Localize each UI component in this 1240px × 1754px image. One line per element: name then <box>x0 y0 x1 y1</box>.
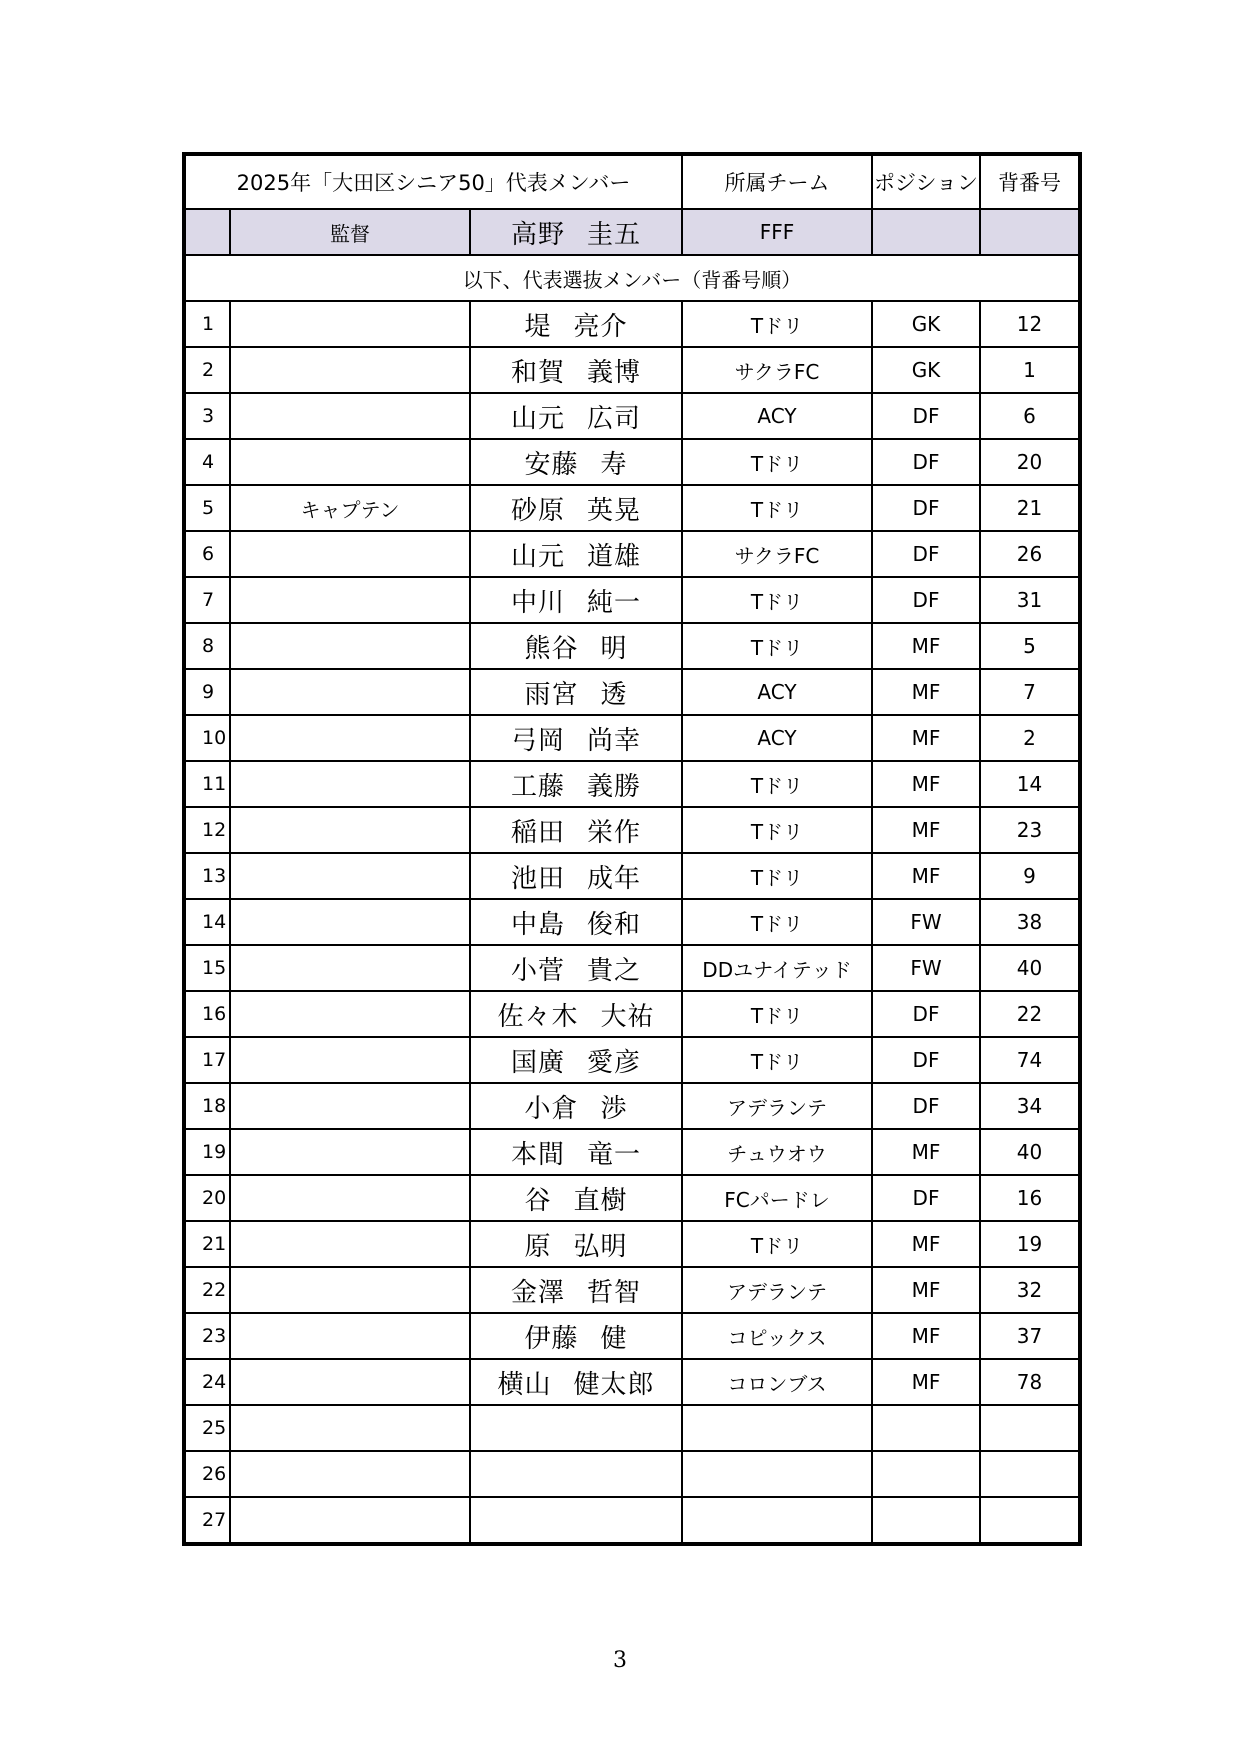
player-row <box>184 899 1080 945</box>
player-team: サクラFC <box>682 347 872 393</box>
player-row <box>184 577 1080 623</box>
player-name <box>470 1129 682 1175</box>
player-number: 32 <box>980 1267 1080 1313</box>
player-name <box>470 991 682 1037</box>
player-index: 15 <box>184 945 230 991</box>
player-name <box>470 715 682 761</box>
player-row <box>184 761 1080 807</box>
player-number: 12 <box>980 301 1080 347</box>
player-number: 40 <box>980 945 1080 991</box>
player-index: 18 <box>184 1083 230 1129</box>
player-number: 34 <box>980 1083 1080 1129</box>
player-note <box>230 301 470 347</box>
player-note <box>230 945 470 991</box>
player-team: サクラFC <box>682 531 872 577</box>
player-name <box>470 347 682 393</box>
player-given-name: 英晃 <box>587 495 642 526</box>
player-team: Tドリ <box>682 761 872 807</box>
player-given-name: 栄作 <box>587 817 642 848</box>
player-name <box>470 1083 682 1129</box>
player-team: Tドリ <box>682 577 872 623</box>
player-note <box>230 715 470 761</box>
player-name <box>470 623 682 669</box>
section-row <box>184 255 1080 301</box>
player-surname: 国廣 <box>510 1047 565 1078</box>
player-row <box>184 1451 1080 1497</box>
player-number: 37 <box>980 1313 1080 1359</box>
player-name <box>470 1175 682 1221</box>
player-position: FW <box>872 945 980 991</box>
player-surname: 原 <box>524 1231 552 1262</box>
player-index: 24 <box>184 1359 230 1405</box>
player-index: 21 <box>184 1221 230 1267</box>
player-given-name: 明 <box>600 633 628 664</box>
player-position: MF <box>872 853 980 899</box>
player-index: 23 <box>184 1313 230 1359</box>
player-team: アデランテ <box>682 1267 872 1313</box>
player-team: Tドリ <box>682 899 872 945</box>
player-surname: 安藤 <box>524 449 579 480</box>
player-index: 3 <box>184 393 230 439</box>
manager-index-cell <box>184 209 230 255</box>
player-note <box>230 1221 470 1267</box>
player-surname: 谷 <box>524 1185 552 1216</box>
player-team: Tドリ <box>682 1221 872 1267</box>
player-note <box>230 853 470 899</box>
manager-given-name: 圭五 <box>587 219 642 250</box>
player-given-name: 大祐 <box>600 1001 655 1032</box>
player-team: Tドリ <box>682 439 872 485</box>
player-index: 20 <box>184 1175 230 1221</box>
player-note <box>230 1267 470 1313</box>
player-given-name: 寿 <box>600 449 628 480</box>
player-surname: 熊谷 <box>524 633 579 664</box>
player-team: DDユナイテッド <box>682 945 872 991</box>
player-index: 8 <box>184 623 230 669</box>
player-number: 2 <box>980 715 1080 761</box>
player-surname: 本間 <box>510 1139 565 1170</box>
player-team: Tドリ <box>682 623 872 669</box>
player-name <box>470 301 682 347</box>
player-row <box>184 485 1080 531</box>
manager-number <box>980 209 1080 255</box>
player-surname: 佐々木 <box>497 1001 579 1032</box>
player-row <box>184 1267 1080 1313</box>
player-surname: 和賀 <box>510 357 565 388</box>
player-position: DF <box>872 1083 980 1129</box>
player-number: 23 <box>980 807 1080 853</box>
player-given-name: 俊和 <box>587 909 642 940</box>
player-row <box>184 945 1080 991</box>
player-index: 12 <box>184 807 230 853</box>
roster-title: 2025年「大田区シニア50」代表メンバー <box>184 154 682 209</box>
player-number: 14 <box>980 761 1080 807</box>
player-row <box>184 623 1080 669</box>
player-index: 6 <box>184 531 230 577</box>
player-surname: 工藤 <box>510 771 565 802</box>
player-row <box>184 347 1080 393</box>
player-number: 38 <box>980 899 1080 945</box>
player-note <box>230 577 470 623</box>
player-given-name: 義勝 <box>587 771 642 802</box>
player-name <box>470 853 682 899</box>
player-row <box>184 1037 1080 1083</box>
manager-surname: 高野 <box>510 219 565 250</box>
player-team: Tドリ <box>682 807 872 853</box>
header-row <box>184 154 1080 209</box>
player-name <box>470 1313 682 1359</box>
player-index: 26 <box>184 1451 230 1497</box>
player-note <box>230 1083 470 1129</box>
player-given-name: 健 <box>600 1323 628 1354</box>
player-team: FCパードレ <box>682 1175 872 1221</box>
player-surname: 金澤 <box>510 1277 565 1308</box>
player-team: コロンブス <box>682 1359 872 1405</box>
player-index: 25 <box>184 1405 230 1451</box>
manager-row <box>184 209 1080 255</box>
player-note: キャプテン <box>230 485 470 531</box>
player-position: MF <box>872 761 980 807</box>
player-given-name: 義博 <box>587 357 642 388</box>
player-number <box>980 1497 1080 1544</box>
player-surname: 横山 <box>497 1369 552 1400</box>
player-given-name: 成年 <box>587 863 642 894</box>
player-position: MF <box>872 669 980 715</box>
player-number: 7 <box>980 669 1080 715</box>
player-name <box>470 945 682 991</box>
manager-position <box>872 209 980 255</box>
player-given-name: 渉 <box>600 1093 628 1124</box>
player-position: DF <box>872 439 980 485</box>
player-position: MF <box>872 1313 980 1359</box>
player-position: MF <box>872 715 980 761</box>
player-given-name: 健太郎 <box>573 1369 655 1400</box>
player-surname: 伊藤 <box>524 1323 579 1354</box>
player-note <box>230 761 470 807</box>
manager-team: FFF <box>682 209 872 255</box>
player-team: Tドリ <box>682 485 872 531</box>
player-given-name: 貴之 <box>587 955 642 986</box>
player-index: 10 <box>184 715 230 761</box>
player-given-name: 道雄 <box>587 541 642 572</box>
player-team <box>682 1451 872 1497</box>
player-number: 78 <box>980 1359 1080 1405</box>
player-surname: 小菅 <box>510 955 565 986</box>
player-number: 26 <box>980 531 1080 577</box>
player-index: 7 <box>184 577 230 623</box>
player-note <box>230 1175 470 1221</box>
player-surname: 雨宮 <box>524 679 579 710</box>
player-row <box>184 1359 1080 1405</box>
player-surname: 堤 <box>524 311 552 342</box>
player-team: ACY <box>682 669 872 715</box>
player-note <box>230 1451 470 1497</box>
player-name <box>470 761 682 807</box>
player-note <box>230 623 470 669</box>
manager-role: 監督 <box>230 209 470 255</box>
player-surname: 池田 <box>510 863 565 894</box>
player-number: 1 <box>980 347 1080 393</box>
player-name <box>470 1405 682 1451</box>
player-position: MF <box>872 623 980 669</box>
player-note <box>230 1497 470 1544</box>
player-team: コピックス <box>682 1313 872 1359</box>
player-position: DF <box>872 577 980 623</box>
player-given-name: 竜一 <box>587 1139 642 1170</box>
player-name <box>470 439 682 485</box>
player-position: DF <box>872 531 980 577</box>
player-number: 31 <box>980 577 1080 623</box>
player-team: チュウオウ <box>682 1129 872 1175</box>
player-position: MF <box>872 807 980 853</box>
player-number: 22 <box>980 991 1080 1037</box>
player-number: 40 <box>980 1129 1080 1175</box>
player-given-name: 直樹 <box>573 1185 628 1216</box>
player-team <box>682 1405 872 1451</box>
player-index: 5 <box>184 485 230 531</box>
player-surname: 中川 <box>510 587 565 618</box>
player-number: 74 <box>980 1037 1080 1083</box>
player-index: 27 <box>184 1497 230 1544</box>
player-note <box>230 1405 470 1451</box>
team-column-header: 所属チーム <box>682 154 872 209</box>
player-index: 14 <box>184 899 230 945</box>
player-index: 16 <box>184 991 230 1037</box>
player-index: 2 <box>184 347 230 393</box>
player-index: 11 <box>184 761 230 807</box>
player-number <box>980 1405 1080 1451</box>
player-number: 19 <box>980 1221 1080 1267</box>
player-given-name: 哲智 <box>587 1277 642 1308</box>
player-name <box>470 1037 682 1083</box>
player-name <box>470 807 682 853</box>
player-note <box>230 1037 470 1083</box>
player-position <box>872 1497 980 1544</box>
player-number: 16 <box>980 1175 1080 1221</box>
player-name <box>470 577 682 623</box>
player-number <box>980 1451 1080 1497</box>
player-given-name: 広司 <box>587 403 642 434</box>
player-row <box>184 531 1080 577</box>
player-surname: 弓岡 <box>510 725 565 756</box>
player-row <box>184 1221 1080 1267</box>
player-name <box>470 1359 682 1405</box>
player-position: MF <box>872 1359 980 1405</box>
player-note <box>230 669 470 715</box>
player-team: Tドリ <box>682 301 872 347</box>
player-index: 13 <box>184 853 230 899</box>
position-column-header: ポジション <box>872 154 980 209</box>
player-number: 9 <box>980 853 1080 899</box>
roster-table <box>182 152 1082 1546</box>
player-index: 9 <box>184 669 230 715</box>
player-team: ACY <box>682 715 872 761</box>
player-index: 1 <box>184 301 230 347</box>
player-note <box>230 347 470 393</box>
player-position: DF <box>872 393 980 439</box>
player-position: DF <box>872 485 980 531</box>
player-row <box>184 1083 1080 1129</box>
player-surname: 稲田 <box>510 817 565 848</box>
player-position: MF <box>872 1267 980 1313</box>
player-name <box>470 669 682 715</box>
player-given-name: 亮介 <box>573 311 628 342</box>
player-index: 22 <box>184 1267 230 1313</box>
player-note <box>230 1313 470 1359</box>
player-name <box>470 485 682 531</box>
player-number: 20 <box>980 439 1080 485</box>
player-team: Tドリ <box>682 1037 872 1083</box>
player-surname: 中島 <box>510 909 565 940</box>
player-row <box>184 807 1080 853</box>
player-row <box>184 669 1080 715</box>
manager-name <box>470 209 682 255</box>
player-number: 6 <box>980 393 1080 439</box>
player-index: 4 <box>184 439 230 485</box>
player-note <box>230 991 470 1037</box>
player-row <box>184 393 1080 439</box>
player-row <box>184 1129 1080 1175</box>
player-surname: 山元 <box>510 541 565 572</box>
player-number: 5 <box>980 623 1080 669</box>
player-row <box>184 301 1080 347</box>
player-surname: 砂原 <box>510 495 565 526</box>
player-name <box>470 393 682 439</box>
player-index: 19 <box>184 1129 230 1175</box>
player-row <box>184 853 1080 899</box>
player-note <box>230 1359 470 1405</box>
player-surname: 小倉 <box>524 1093 579 1124</box>
player-position: MF <box>872 1129 980 1175</box>
player-position: MF <box>872 1221 980 1267</box>
player-team: ACY <box>682 393 872 439</box>
player-row <box>184 1175 1080 1221</box>
player-team: Tドリ <box>682 853 872 899</box>
player-name <box>470 1497 682 1544</box>
player-team <box>682 1497 872 1544</box>
player-given-name: 純一 <box>587 587 642 618</box>
player-position <box>872 1451 980 1497</box>
player-position: DF <box>872 991 980 1037</box>
player-note <box>230 531 470 577</box>
player-row <box>184 715 1080 761</box>
player-row <box>184 1313 1080 1359</box>
player-number: 21 <box>980 485 1080 531</box>
player-row <box>184 1497 1080 1544</box>
player-given-name: 愛彦 <box>587 1047 642 1078</box>
player-note <box>230 807 470 853</box>
player-note <box>230 439 470 485</box>
player-row <box>184 439 1080 485</box>
player-name <box>470 531 682 577</box>
player-name <box>470 899 682 945</box>
player-given-name: 透 <box>600 679 628 710</box>
player-name <box>470 1267 682 1313</box>
player-team: Tドリ <box>682 991 872 1037</box>
number-column-header: 背番号 <box>980 154 1080 209</box>
player-note <box>230 899 470 945</box>
player-row <box>184 1405 1080 1451</box>
player-name <box>470 1221 682 1267</box>
player-index: 17 <box>184 1037 230 1083</box>
player-position <box>872 1405 980 1451</box>
player-row <box>184 991 1080 1037</box>
player-position: DF <box>872 1175 980 1221</box>
section-label: 以下、代表選抜メンバー（背番号順） <box>184 255 1080 301</box>
player-given-name: 弘明 <box>573 1231 628 1262</box>
player-team: アデランテ <box>682 1083 872 1129</box>
player-position: DF <box>872 1037 980 1083</box>
player-position: FW <box>872 899 980 945</box>
player-position: GK <box>872 347 980 393</box>
player-surname: 山元 <box>510 403 565 434</box>
player-note <box>230 393 470 439</box>
page-number: 3 <box>613 1648 627 1673</box>
player-position: GK <box>872 301 980 347</box>
player-name <box>470 1451 682 1497</box>
player-given-name: 尚幸 <box>587 725 642 756</box>
player-note <box>230 1129 470 1175</box>
